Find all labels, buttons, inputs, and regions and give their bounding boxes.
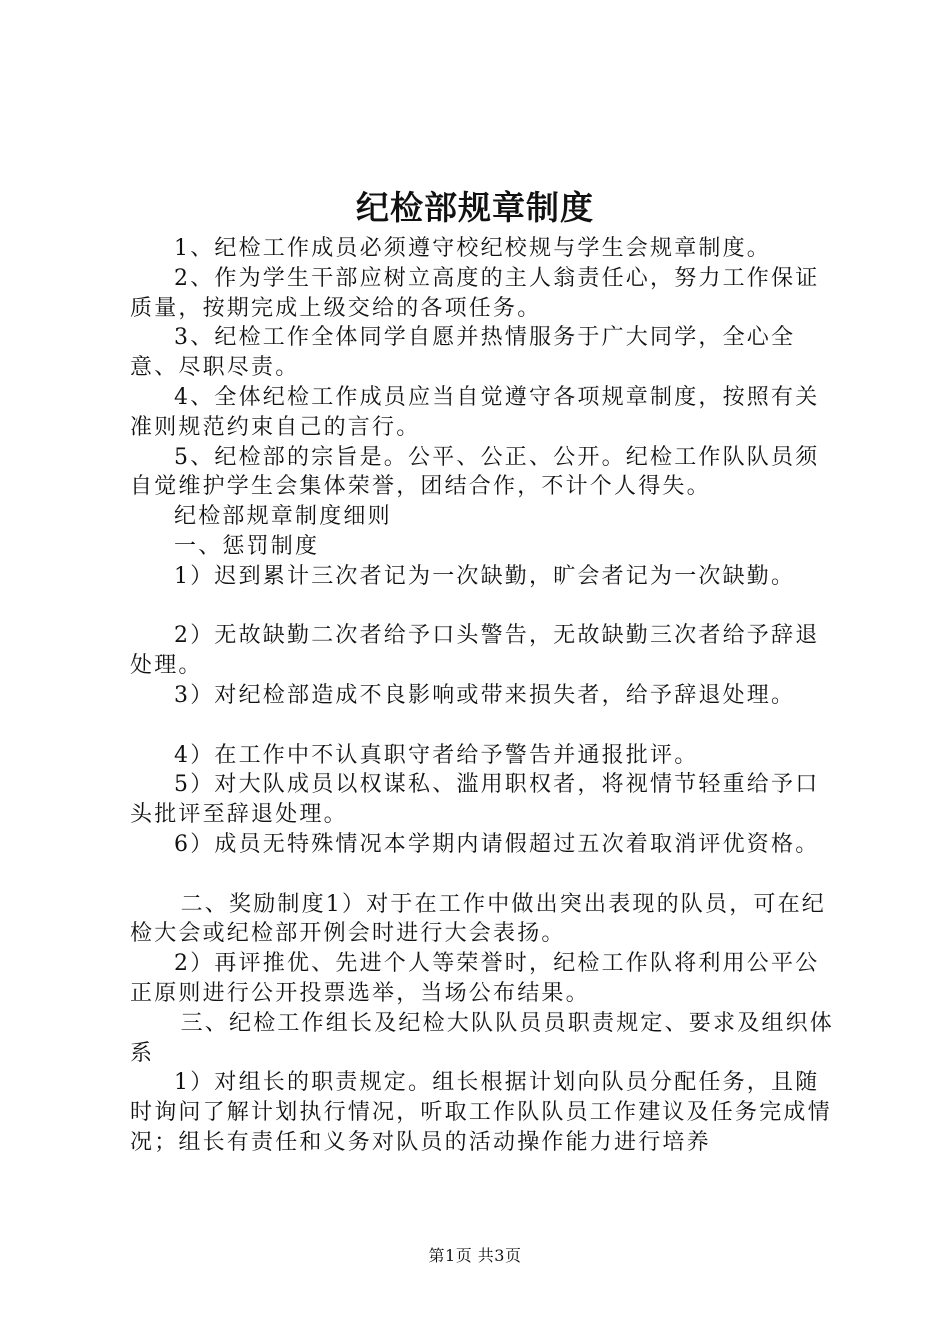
section-heading-details: 纪检部规章制度细则 (174, 504, 392, 530)
blank-line (130, 860, 842, 890)
penalty-item-6: 6）成员无特殊情况本学期内请假超过五次着取消评优资格。 (174, 831, 820, 857)
paragraph-rule-5: 5、纪检部的宗旨是。公平、公正、公开。纪检工作队队员须自觉维护学生会集体荣誉，团结合作，不计个人得失。 (130, 444, 820, 500)
blank-line (130, 592, 842, 622)
page-footer: 第1页 共3页 (428, 1246, 522, 1265)
reward-item-2: 2）再评推优、先进个人等荣誉时，纪检工作队将利用公平公正原则进行公开投票选举，当场公布结果。 (130, 951, 820, 1006)
paragraph-rule-3: 3、纪检工作全体同学自愿并热情服务于广大同学，全心全意、尽职尽责。 (130, 325, 796, 381)
section-reward: 二、奖励制度1）对于在工作中做出突出表现的队员，可在纪检大会或纪检部开例会时进行大会表扬。 (130, 891, 826, 947)
penalty-item-5: 5）对大队成员以权谋私、滥用职权者，将视情节轻重给予口头批评至辞退处理。 (130, 772, 820, 828)
penalty-item-2: 2）无故缺勤二次者给予口头警告，无故缺勤三次者给予辞退处理。 (130, 623, 820, 679)
paragraph-rule-4: 4、全体纪检工作成员应当自觉遵守各项规章制度，按照有关准则规范约束自己的言行。 (130, 384, 820, 440)
section-duties: 三、纪检工作组长及纪检大队队员员职责规定、要求及组织体系 (130, 1010, 834, 1066)
penalty-item-4: 4）在工作中不认真职守者给予警告并通报批评。 (174, 742, 699, 768)
blank-line (130, 711, 842, 741)
penalty-item-3: 3）对纪检部造成不良影响或带来损失者，给予辞退处理。 (174, 682, 796, 708)
duties-item-1: 1）对组长的职责规定。组长根据计划向队员分配任务，且随时询问了解计划执行情况，听取工作队队员工作建议及任务完成情况；组长有责任和义务对队员的活动操作能力进行培养 (130, 1070, 832, 1155)
section-heading-penalty: 一、惩罚制度 (174, 533, 320, 559)
paragraph-rule-2: 2、作为学生干部应树立高度的主人翁责任心，努力工作保证质量，按期完成上级交给的各项任务。 (130, 265, 820, 321)
paragraph-rule-1: 1、纪检工作成员必须遵守校纪校规与学生会规章制度。 (174, 236, 771, 261)
penalty-item-1: 1）迟到累计三次者记为一次缺勤，旷会者记为一次缺勤。 (174, 563, 796, 589)
page-title: 纪检部规章制度 (356, 188, 594, 227)
document-body (130, 234, 842, 1158)
